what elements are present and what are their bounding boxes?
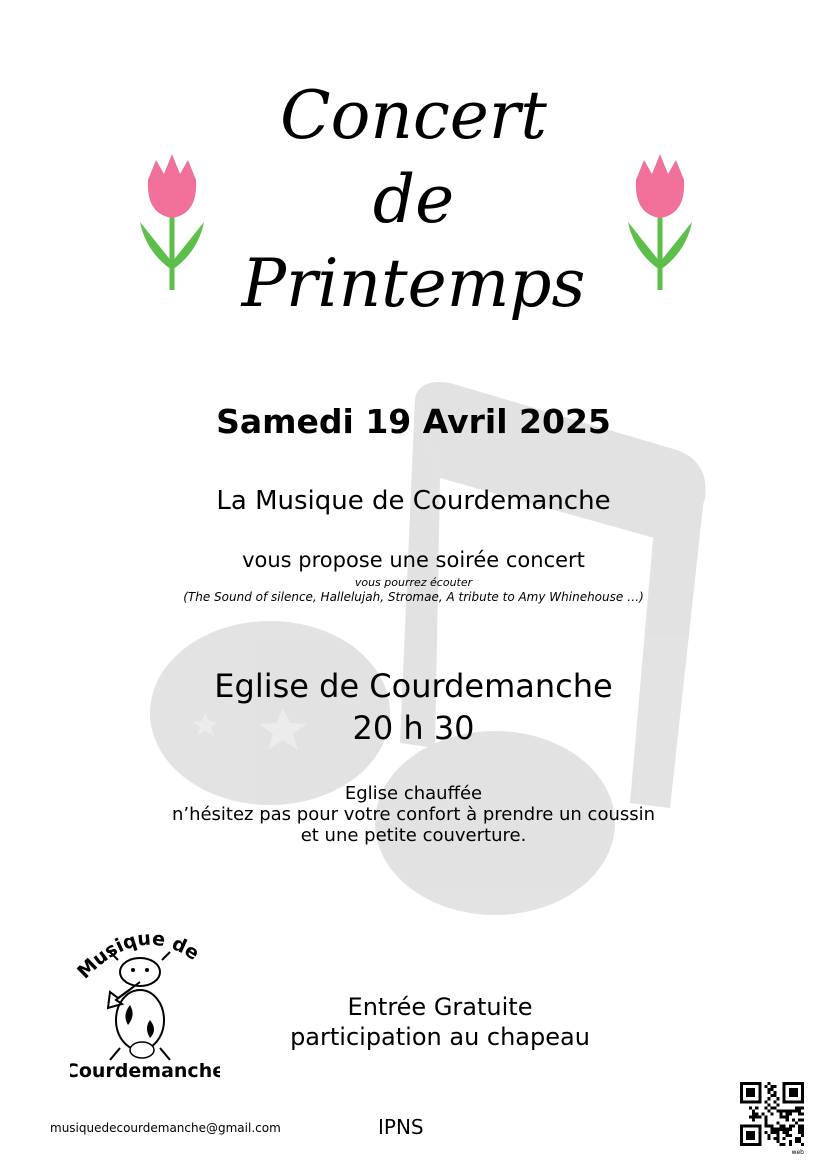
logo-cow-trumpet <box>70 920 220 1095</box>
notes-line-2: n’hésitez pas pour votre confort à prendre un coussin <box>171 804 656 825</box>
listen-intro: vous pourrez écouter <box>354 576 473 589</box>
title-line-1: Concert <box>280 77 547 154</box>
entry-info <box>270 992 610 1052</box>
contact-email[interactable]: musiquedecourdemanche@gmail.com <box>50 1121 281 1135</box>
venue-name: Eglise de Courdemanche <box>214 667 613 705</box>
notes-line-1: Eglise chauffée <box>344 783 483 804</box>
qr-code[interactable] <box>740 1082 806 1154</box>
event-time: 20 h 30 <box>352 709 475 747</box>
venue <box>0 667 827 747</box>
qr-code-image <box>740 1082 804 1146</box>
notes-line-3: et une petite couverture. <box>300 825 527 846</box>
logo-bottom-text: Courdemanche <box>70 1060 220 1082</box>
offer-text: vous propose une soirée concert <box>242 548 585 572</box>
page-title <box>0 78 827 322</box>
entry-line-1: Entrée Gratuite <box>347 993 533 1021</box>
organizer: La Musique de Courdemanche <box>216 486 611 516</box>
logo <box>70 920 220 1095</box>
entry-line-2: participation au chapeau <box>290 1023 590 1051</box>
qr-caption: web <box>791 1149 804 1156</box>
event-date: Samedi 19 Avril 2025 <box>216 402 611 441</box>
logo-top-text: Musique de <box>73 927 204 984</box>
program-list: (The Sound of silence, Hallelujah, Stromae, A tribute to Amy Whinehouse …) <box>183 590 644 604</box>
title-line-3: Printemps <box>241 245 586 322</box>
notes <box>0 783 827 846</box>
title-line-2: de <box>372 161 455 238</box>
ipns-mark: IPNS <box>378 1115 424 1139</box>
